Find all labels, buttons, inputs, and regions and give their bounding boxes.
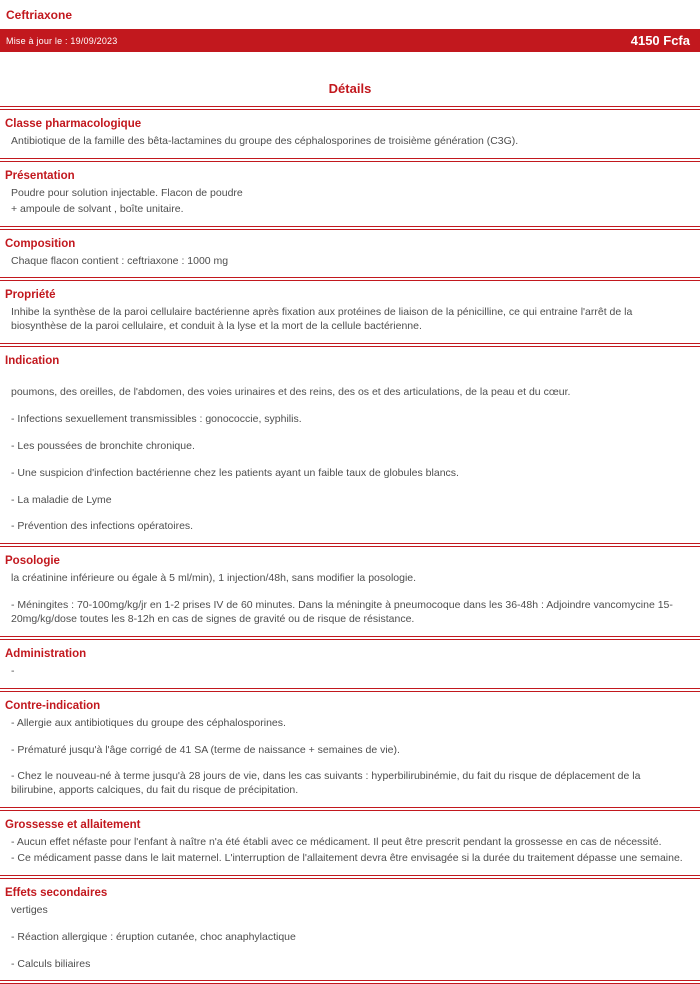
section-grossesse-allaitement: [0, 811, 700, 879]
section-heading: Propriété: [5, 289, 56, 302]
section-paragraph: - Méningites : 70-100mg/kg/jr en 1-2 prises IV de 60 minutes. Dans la méningite à pneumocoque dans les 36-48h : Adjoindre vancomycine 15-20mg/kg/dose toutes les 8-12h en cas de signes de gravité ou de risque de résistance.: [11, 599, 673, 626]
section-paragraph: - Chez le nouveau-né à terme jusqu'à 28 jours de vie, dans les cas suivants : hyperbilirubinémie, du fait du risque de déplacement de la bilirubine, apports calciques, du fait du risque de précipitation.: [11, 770, 641, 797]
section-paragraph: - Calculs biliaires: [11, 957, 91, 970]
section-paragraph: + ampoule de solvant , boîte unitaire.: [11, 202, 184, 215]
section-administration: [0, 640, 700, 692]
section-paragraph: Poudre pour solution injectable. Flacon de poudre: [11, 186, 243, 199]
section-paragraph: - La maladie de Lyme: [11, 493, 112, 506]
drug-details: [0, 110, 700, 984]
section-heading: Effets secondaires: [5, 886, 108, 899]
section-classe-pharmacologique: [0, 110, 700, 162]
section-body: [0, 663, 700, 688]
section-body: [0, 570, 700, 636]
section-heading: Classe pharmacologique: [5, 118, 142, 130]
section-paragraph: - Allergie aux antibiotiques du groupe des céphalosporines.: [11, 716, 286, 729]
section-heading: Administration: [5, 647, 87, 660]
page-header: [0, 0, 700, 110]
section-body: [0, 304, 700, 343]
section-paragraph: -: [11, 664, 15, 677]
section-paragraph: la créatinine inférieure ou égale à 5 ml/min), 1 injection/48h, sans modifier la posologie.: [11, 572, 417, 585]
section-body: [0, 253, 700, 278]
update-bar: [0, 29, 700, 52]
section-body: [0, 902, 700, 981]
section-composition: [0, 230, 700, 282]
section-presentation: [0, 162, 700, 230]
section-paragraph: - Ce médicament passe dans le lait maternel. L'interruption de l'allaitement devra être envisagée si la durée du traitement dépasse une semaine.: [11, 852, 683, 865]
section-paragraph: vertiges: [11, 903, 48, 916]
separator: [0, 980, 700, 984]
section-propriete: [0, 281, 700, 347]
section-paragraph: - Prématuré jusqu'à l'âge corrigé de 41 SA (terme de naissance + semaines de vie).: [11, 743, 400, 756]
section-paragraph: - Prévention des infections opératoires.: [11, 520, 194, 533]
section-effets-secondaires: [0, 879, 700, 984]
section-heading: Posologie: [5, 555, 60, 568]
section-paragraph: poumons, des oreilles, de l'abdomen, des voies urinaires et des reins, des os et des articulations, de la peau et du cœur.: [11, 386, 571, 399]
section-paragraph: - Les poussées de bronchite chronique.: [11, 439, 195, 452]
section-body: [0, 133, 700, 158]
updated-date-label: Mise à jour le : 19/09/2023: [6, 35, 118, 46]
price-badge: 4150 Fcfa: [630, 33, 690, 48]
section-paragraph: Inhibe la synthèse de la paroi cellulaire bactérienne après fixation aux protéines de liaison de la pénicilline, ce qui entraine l'arrêt de la biosynthèse de la paroi cellulaire, et conduit à la lyse et la mort de la cellule bactérienne.: [11, 306, 633, 333]
section-body: [0, 185, 700, 226]
section-paragraph: - Aucun effet néfaste pour l'enfant à naître n'a été établi avec ce médicament. Il peut être prescrit pendant la grossesse en cas de nécessité.: [11, 836, 662, 849]
page-title: Ceftriaxone: [6, 8, 73, 22]
section-paragraph: Antibiotique de la famille des bêta-lactamines du groupe des céphalosporines de troisième génération (C3G).: [11, 135, 519, 147]
section-heading: Grossesse et allaitement: [5, 819, 141, 832]
section-paragraph: - Infections sexuellement transmissibles : gonococcie, syphilis.: [11, 413, 302, 426]
section-body: [0, 715, 700, 807]
section-posologie: [0, 547, 700, 640]
section-heading: Présentation: [5, 169, 75, 182]
section-paragraph: Chaque flacon contient : ceftriaxone : 1000 mg: [11, 254, 229, 267]
section-contre-indication: [0, 692, 700, 811]
section-body: [0, 370, 700, 543]
section-paragraph: - Réaction allergique : éruption cutanée, choc anaphylactique: [11, 930, 296, 943]
section-indication: [0, 347, 700, 547]
section-heading: Composition: [5, 237, 76, 250]
section-paragraph: - Une suspicion d'infection bactérienne chez les patients ayant un faible taux de globules blancs.: [11, 466, 459, 479]
section-body: [0, 834, 700, 875]
section-heading: Indication: [5, 355, 60, 368]
tab-details[interactable]: Détails: [328, 81, 372, 96]
section-heading: Contre-indication: [5, 699, 101, 712]
